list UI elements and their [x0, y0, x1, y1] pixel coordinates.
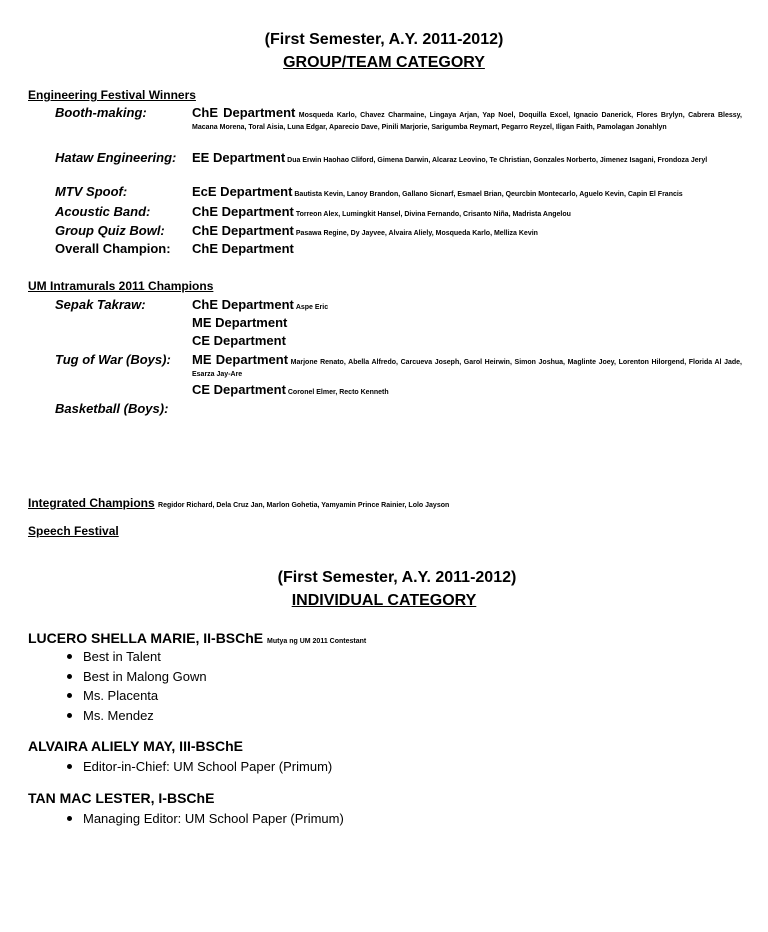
- section-heading-text: UM Intramurals 2011 Champions: [28, 279, 214, 293]
- award-item: [0, 686, 768, 706]
- bullet-icon: [67, 674, 72, 679]
- member-names: Coronel Elmer, Recto Kenneth: [287, 389, 389, 396]
- event-label-tug-of-war: Tug of War (Boys):: [55, 352, 171, 367]
- individual-category-title: INDIVIDUAL CATEGORY: [291, 592, 477, 609]
- section-heading-text: Speech Festival: [28, 524, 119, 538]
- bullet-icon: [67, 764, 72, 769]
- integrated-champions-row: [28, 495, 449, 514]
- member-names: Marjone Renato, Abella Alfredo, Carcueva Joseph, Garol Heirwin, Simon Joshua, Maglinte Joey, Lorenton Hilorgend, Florida Al Jade, Esarza Jay-Are: [192, 359, 742, 378]
- department-name: EcE Department: [192, 184, 293, 199]
- member-names: Aspe Eric: [295, 304, 329, 311]
- winner-overall-champion: [192, 241, 742, 258]
- award-text: Managing Editor: UM School Paper (Primum): [83, 811, 344, 826]
- award-item: [0, 757, 768, 777]
- award-item: [0, 647, 768, 667]
- award-list: [0, 647, 768, 725]
- department-name: ChE Department: [192, 105, 296, 120]
- award-list: [0, 757, 768, 777]
- winner-tug-of-war-2: [192, 382, 742, 399]
- winner-hataw-engineering: [192, 150, 742, 167]
- winner-sepak-takraw-2: [192, 315, 742, 332]
- winner-tug-of-war-1: [192, 352, 742, 381]
- department-name: CE Department: [192, 382, 286, 397]
- award-item: [0, 706, 768, 726]
- event-label-hataw-engineering: Hataw Engineering:: [55, 150, 177, 165]
- event-label-sepak-takraw: Sepak Takraw:: [55, 297, 146, 312]
- winner-mtv-spoof: [192, 184, 742, 201]
- event-label-group-quiz-bowl: Group Quiz Bowl:: [55, 223, 165, 238]
- department-name: EE Department: [192, 150, 286, 165]
- event-label-mtv-spoof: MTV Spoof:: [55, 184, 128, 199]
- award-text: Ms. Placenta: [83, 688, 159, 704]
- bullet-icon: [67, 654, 72, 659]
- department-name: ChE Department: [192, 204, 294, 219]
- section-heading-text: Integrated Champions: [28, 496, 155, 510]
- member-names: Torreon Alex, Lumingkit Hansel, Divina Fernando, Crisanto Niña, Madrista Angelou: [295, 211, 571, 218]
- bullet-icon: [67, 713, 72, 718]
- department-name: ChE Department: [192, 297, 294, 312]
- awardee-name: TAN MAC LESTER, I-BSChE: [28, 790, 215, 806]
- department-name: ME Department: [192, 352, 289, 367]
- bullet-icon: [67, 816, 72, 821]
- engineering-festival-heading: [28, 87, 196, 103]
- department-name: ChE Department: [192, 241, 294, 256]
- awardee-heading: [28, 788, 214, 808]
- department-name: CE Department: [192, 333, 286, 348]
- award-text: Best in Malong Gown: [83, 668, 207, 684]
- awardee-note: Mutya ng UM 2011 Contestant: [267, 638, 367, 645]
- individual-semester-title: (First Semester, A.Y. 2011-2012): [277, 569, 517, 586]
- awardee-heading: [28, 736, 243, 756]
- section-heading-text: Engineering Festival Winners: [28, 88, 196, 102]
- event-label-acoustic-band: Acoustic Band:: [55, 204, 151, 219]
- group-semester-title: (First Semester, A.Y. 2011-2012): [264, 31, 504, 48]
- winner-sepak-takraw-3: [192, 333, 742, 350]
- member-names: Pasawa Regine, Dy Jayvee, Alvaira Aliely, Mosqueda Karlo, Melliza Kevin: [295, 230, 538, 237]
- bullet-icon: [67, 693, 72, 698]
- award-list: [0, 809, 768, 829]
- member-names: Regidor Richard, Dela Cruz Jan, Marlon Gohetia, Yamyamin Prince Rainier, Lolo Jayson: [158, 502, 450, 509]
- winner-sepak-takraw-1: [192, 297, 742, 314]
- group-category-title: GROUP/TEAM CATEGORY: [283, 54, 485, 71]
- um-intramurals-heading: [28, 278, 213, 294]
- winner-group-quiz-bowl: [192, 223, 742, 240]
- award-text: Best in Talent: [83, 649, 161, 664]
- event-label-booth-making: Booth-making:: [55, 105, 147, 120]
- speech-festival-heading: [28, 523, 119, 539]
- event-label-basketball: Basketball (Boys):: [55, 401, 169, 416]
- awardee-name: ALVAIRA ALIELY MAY, III-BSChE: [28, 738, 243, 754]
- department-name: ME Department: [192, 315, 288, 330]
- event-label-overall-champion: Overall Champion:: [55, 241, 171, 256]
- award-text: Ms. Mendez: [83, 707, 154, 723]
- awardee-name: LUCERO SHELLA MARIE, II-BSChE: [28, 630, 264, 646]
- winner-booth-making: [192, 105, 742, 134]
- winner-acoustic-band: [192, 204, 742, 221]
- award-item: [0, 809, 768, 829]
- department-name: ChE Department: [192, 223, 294, 238]
- award-text: Editor-in-Chief: UM School Paper (Primum): [83, 759, 333, 774]
- member-names: Mosqueda Karlo, Chavez Charmaine, Lingaya Arjan, Yap Noel, Doquilla Excel, Ignacio Danerick, Flores Brylyn, Cabrera Blessy, Macana Morena, Toral Aisia, Luna Edgar, Aparecio Dave, Pinili Marjorie, Sarigumba Reymart, Pegarro Reyzel, Iligan Faith, Pamolagan Jonahlyn: [192, 112, 742, 131]
- member-names: Dua Erwin Haohao Cliford, Gimena Darwin, Alcaraz Leovino, Te Christian, Gonzales Norberto, Jimenez Isagani, Frondoza Jeryl: [287, 157, 708, 164]
- member-names: Bautista Kevin, Lanoy Brandon, Gallano Sicnarf, Esmael Brian, Qeurcbin Montecarlo, Aguelo Kevin, Capin El Francis: [294, 191, 683, 198]
- award-item: [0, 667, 768, 687]
